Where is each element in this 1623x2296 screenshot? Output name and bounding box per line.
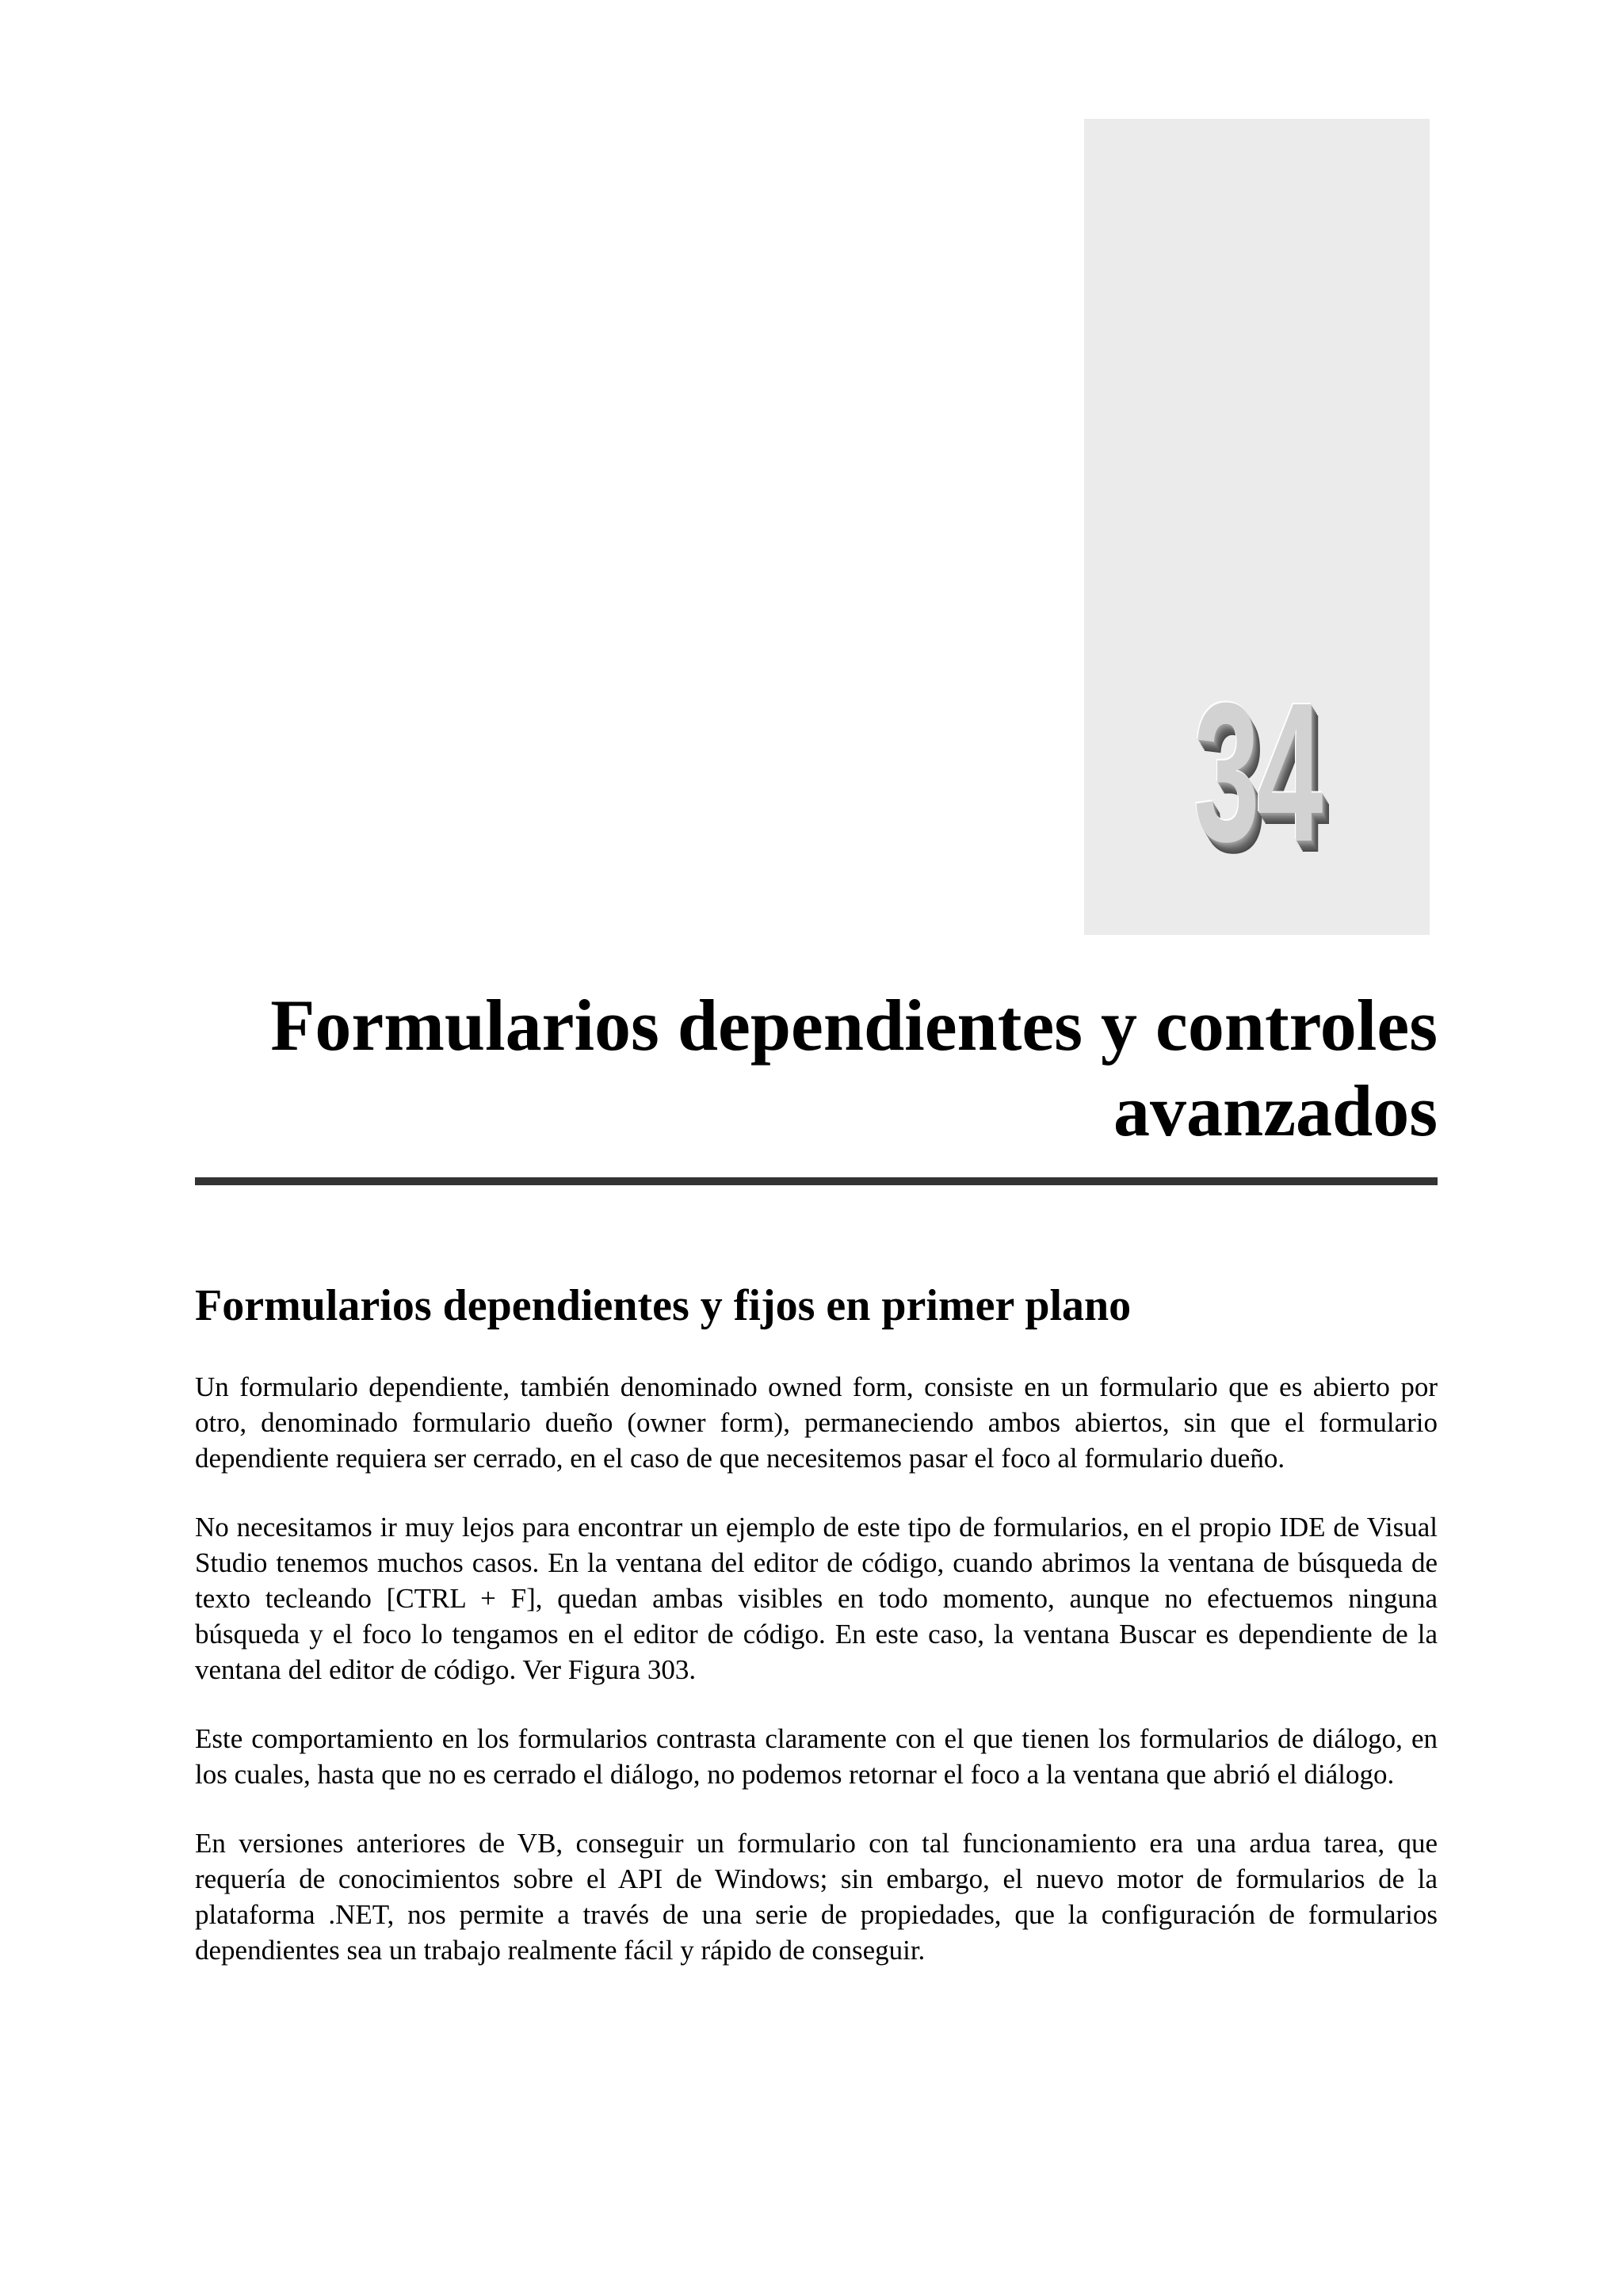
title-divider [195, 1177, 1438, 1185]
body-text [195, 1369, 1438, 2001]
chapter-number-panel [1084, 119, 1430, 935]
paragraph: Este comportamiento en los formularios contrasta claramente con el que tienen los formularios de diálogo, en los cuales, hasta que no es cerrado el diálogo, no podemos retornar el foco a la ventana que abrió el diálogo. [195, 1723, 1438, 1790]
paragraph: No necesitamos ir muy lejos para encontrar un ejemplo de este tipo de formularios, en el propio IDE de Visual Studio tenemos muchos casos. En la ventana del editor de código, cuando abrimos la ventana de búsqueda de texto tecleando [CTRL + F], quedan ambas visibles en todo momento, aunque no efectuemos ninguna búsqueda y el foco lo tengamos en el editor de código. En este caso, la ventana Buscar es dependiente de la ventana del editor de código. Ver Figura 303. [195, 1512, 1438, 1685]
paragraph: Un formulario dependiente, también denominado owned form, consiste en un formulario que es abierto por otro, denominado formulario dueño (owner form), permaneciendo ambos abiertos, sin que el formulario dependiente requiera ser cerrado, en el caso de que necesitemos pasar el foco al formulario dueño. [195, 1371, 1438, 1474]
section-heading: Formularios dependientes y fijos en primer plano [195, 1281, 1132, 1330]
paragraph: En versiones anteriores de VB, conseguir un formulario con tal funcionamiento era una ardua tarea, que requería de conocimientos sobre el API de Windows; sin embargo, el nuevo motor de formularios de la plataforma .NET, nos permite a través de una serie de propiedades, que la configuración de formularios dependientes sea un trabajo realmente fácil y rápido de conseguir. [195, 1828, 1438, 1966]
chapter-title: Formularios dependientes y controles avanzados [270, 985, 1438, 1151]
chapter-number: 34 [1193, 662, 1320, 883]
